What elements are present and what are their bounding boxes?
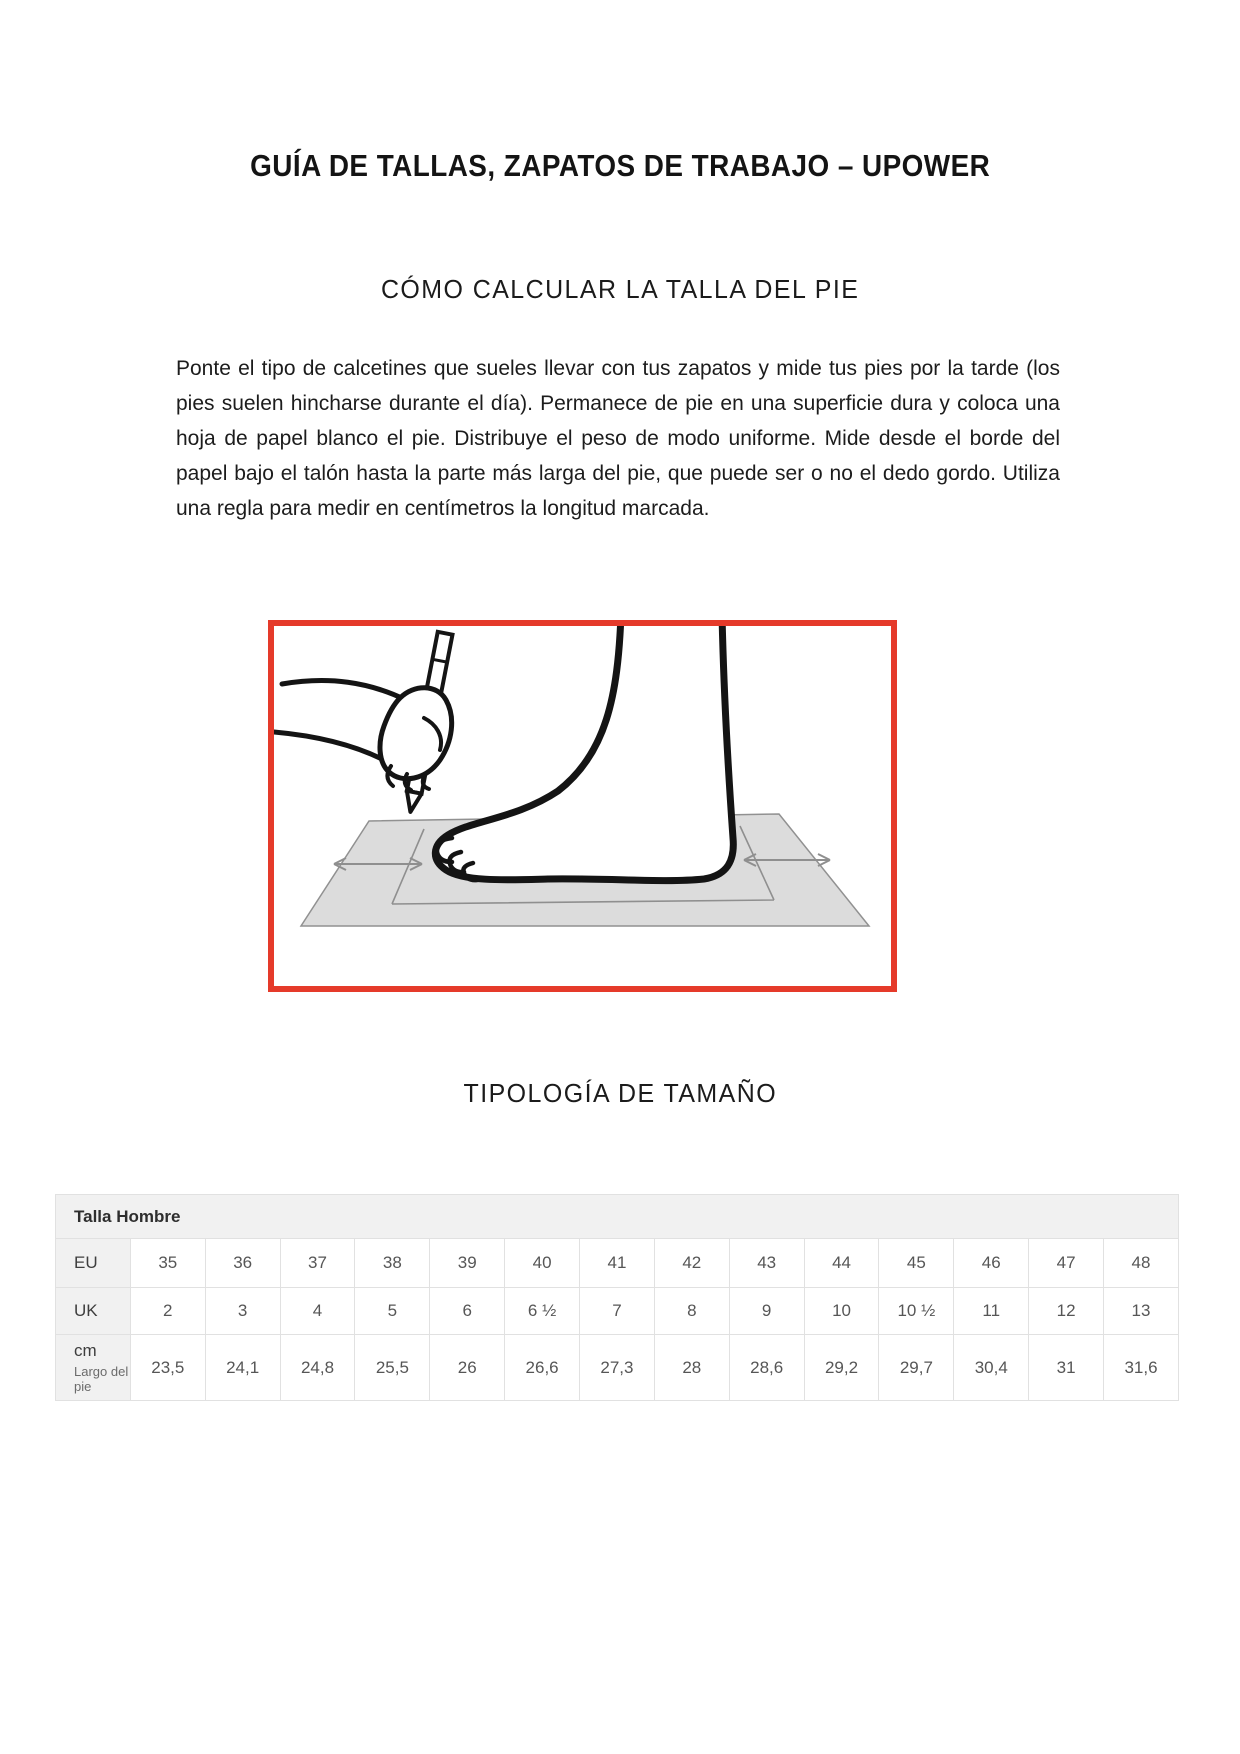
size-cell: 10	[804, 1288, 879, 1335]
size-cell: 27,3	[580, 1335, 655, 1401]
size-row-eu	[56, 1239, 1179, 1288]
size-cell: 47	[1029, 1239, 1104, 1288]
size-cell: 13	[1104, 1288, 1179, 1335]
table-title-row	[56, 1195, 1179, 1239]
size-cell: 41	[580, 1239, 655, 1288]
size-cell: 29,2	[804, 1335, 879, 1401]
page-title	[0, 148, 1240, 184]
size-cell: 48	[1104, 1239, 1179, 1288]
size-cell: 26	[430, 1335, 505, 1401]
size-cell: 11	[954, 1288, 1029, 1335]
size-table-container	[55, 1194, 1179, 1401]
size-cell: 25,5	[355, 1335, 430, 1401]
size-cell: 42	[654, 1239, 729, 1288]
size-cell: 12	[1029, 1288, 1104, 1335]
foot-measurement-figure	[268, 620, 897, 992]
size-cell: 43	[729, 1239, 804, 1288]
size-cell: 6 ½	[505, 1288, 580, 1335]
size-cell: 37	[280, 1239, 355, 1288]
row-label-cm: cm Largo del pie	[56, 1335, 131, 1401]
size-row-cm	[56, 1335, 1179, 1401]
section-heading-tipologia: TIPOLOGÍA DE TAMAÑO	[463, 1078, 777, 1108]
row-sublabel: Largo del pie	[74, 1364, 129, 1394]
size-cell: 3	[205, 1288, 280, 1335]
size-cell: 29,7	[879, 1335, 954, 1401]
intro-paragraph: Ponte el tipo de calcetines que sueles llevar con tus zapatos y mide tus pies por la tarde (los pies suelen hincharse durante el día). Permanece de pie en una superficie dura y coloca una hoja de papel blanco el pie. Distribuye el peso de modo uniforme. Mide desde el borde del papel bajo el talón hasta la parte más larga del pie, que puede ser o no el dedo gordo. Utiliza una regla para medir en centímetros la longitud marcada.	[176, 357, 1060, 520]
size-cell: 24,8	[280, 1335, 355, 1401]
size-cell: 26,6	[505, 1335, 580, 1401]
foot-outline	[435, 626, 733, 881]
size-cell: 39	[430, 1239, 505, 1288]
size-cell: 46	[954, 1239, 1029, 1288]
row-label-eu: EU	[56, 1239, 131, 1288]
size-cell: 38	[355, 1239, 430, 1288]
size-cell: 31,6	[1104, 1335, 1179, 1401]
size-cell: 45	[879, 1239, 954, 1288]
size-cell: 7	[580, 1288, 655, 1335]
size-cell: 40	[505, 1239, 580, 1288]
size-cell: 36	[205, 1239, 280, 1288]
size-cell: 23,5	[130, 1335, 205, 1401]
size-cell: 35	[130, 1239, 205, 1288]
size-cell: 28	[654, 1335, 729, 1401]
size-cell: 10 ½	[879, 1288, 954, 1335]
size-cell: 2	[130, 1288, 205, 1335]
page-title-text: GUÍA DE TALLAS, ZAPATOS DE TRABAJO – UPOWER	[249, 148, 991, 183]
size-cell: 4	[280, 1288, 355, 1335]
size-cell: 8	[654, 1288, 729, 1335]
size-cell: 9	[729, 1288, 804, 1335]
row-label-uk: UK	[56, 1288, 131, 1335]
table-title-talla-hombre: Talla Hombre	[56, 1195, 1179, 1239]
foot-measurement-illustration	[274, 626, 891, 986]
size-cell: 44	[804, 1239, 879, 1288]
section-heading-como-calcular: CÓMO CALCULAR LA TALLA DEL PIE	[380, 274, 860, 304]
size-cell: 24,1	[205, 1335, 280, 1401]
size-cell: 28,6	[729, 1335, 804, 1401]
size-cell: 31	[1029, 1335, 1104, 1401]
size-cell: 5	[355, 1288, 430, 1335]
size-cell: 30,4	[954, 1335, 1029, 1401]
size-row-uk	[56, 1288, 1179, 1335]
size-table	[55, 1194, 1179, 1401]
size-cell: 6	[430, 1288, 505, 1335]
